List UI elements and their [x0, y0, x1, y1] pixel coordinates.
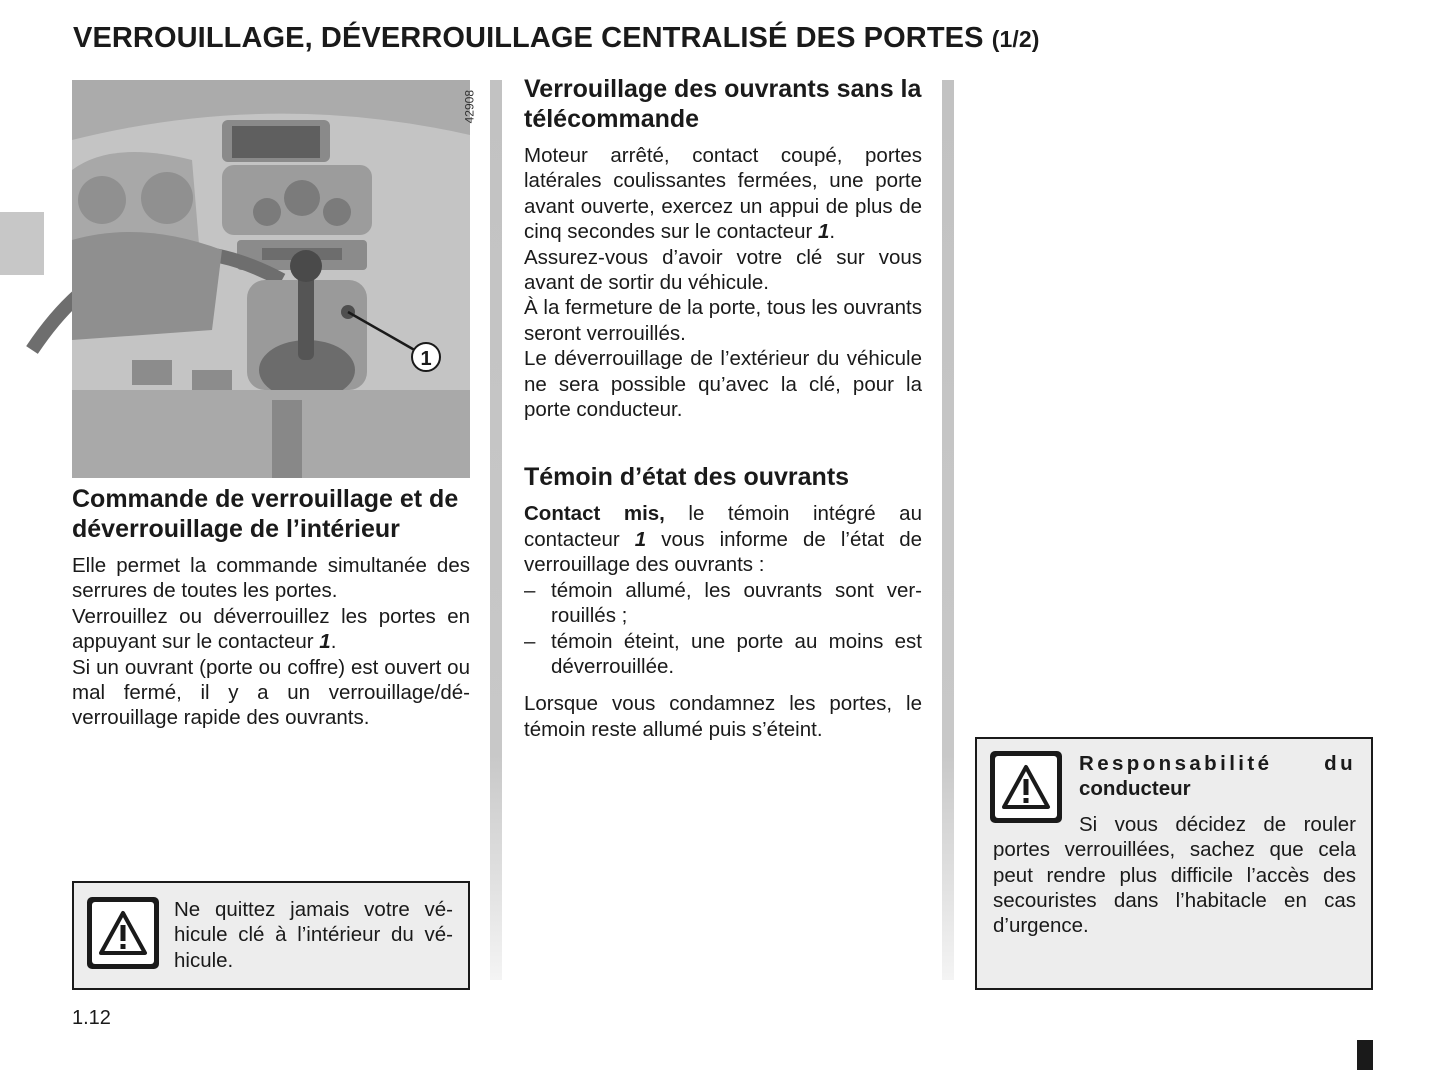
driver-responsibility-box: [975, 737, 1373, 990]
column-divider: [942, 80, 954, 980]
box-heading: Responsabilité du conducteur: [1079, 752, 1356, 801]
page-part: (1/2): [991, 26, 1040, 52]
paragraph: Lorsque vous condamnez les portes, le témoin reste allumé puis s’éteint.: [524, 692, 922, 741]
section-heading: Témoin d’état des ouvrants: [524, 463, 850, 492]
status-list: [524, 578, 922, 680]
warning-box: [72, 881, 470, 990]
section-heading: Verrouillage des ouvrants sans la télécommande: [524, 75, 922, 133]
page-number: 1.12: [72, 1007, 111, 1029]
paragraph: Assurez-vous d’avoir votre clé sur vous avant de sortir du véhicule.: [524, 245, 922, 295]
list-item: – témoin allumé, les ouvrants sont verrouillés ;: [524, 578, 922, 629]
chapter-tab: [0, 212, 44, 275]
section-heading: Commande de verrouillage et de déverrouillage de l’intérieur: [72, 485, 459, 543]
paragraph: Elle permet la commande simultanée des serrures de toutes les portes.: [72, 554, 470, 603]
reference-number: 1: [634, 527, 647, 551]
dashboard-drawing: [72, 80, 470, 478]
page-edge-mark: [1357, 1040, 1373, 1070]
warning-text: Ne quittez jamais votre véhicule clé à l’intérieur du véhicule.: [174, 898, 453, 972]
list-item: – témoin éteint, une porte au moins est déverrouillée.: [524, 629, 922, 680]
paragraph: Le déverrouillage de l’extérieur du véhicule ne sera possible qu’avec la clé, pour la porte conducteur.: [524, 347, 922, 422]
paragraph: À la fermeture de la porte, tous les ouvrants seront verrouillés.: [524, 296, 922, 345]
paragraph: Verrouillez ou déverrouillez les portes en appuyant sur le contacteur 1.: [72, 604, 470, 654]
middle-column: [524, 74, 922, 742]
warning-triangle-icon: [87, 897, 159, 969]
paragraph: Si un ouvrant (porte ou coffre) est ouvert ou mal fermé, il y a un verrouillage/déverrouillage rapide des ouvrants.: [72, 655, 470, 730]
reference-number: 1: [319, 630, 331, 654]
reference-number: 1: [818, 220, 830, 244]
left-column: [72, 80, 476, 731]
box-text: Si vous décidez de rouler portes verrouillées, sachez que cela peut rendre plus difficile l’accès des secouristes dans l’habitacle en cas d’urgence.: [993, 812, 1356, 938]
paragraph: Moteur arrêté, contact coupé, portes latérales coulissantes fermées, une porte avant ouverte, exercez un appui de plus de cinq secondes sur le contacteur 1.: [524, 144, 922, 244]
callout-number: 1: [420, 348, 432, 370]
page-title: VERROUILLAGE, DÉVERROUILLAGE CENTRALISÉ DES PORTES (1/2): [73, 22, 1040, 54]
paragraph: Contact mis, le témoin intégré au contacteur 1 vous informe de l’état de verrouillage des ouvrants :: [524, 502, 923, 577]
warning-triangle-icon: [990, 751, 1062, 823]
column-divider: [490, 80, 502, 980]
figure-reference: 42908: [462, 90, 476, 124]
dashboard-illustration: [72, 80, 476, 478]
